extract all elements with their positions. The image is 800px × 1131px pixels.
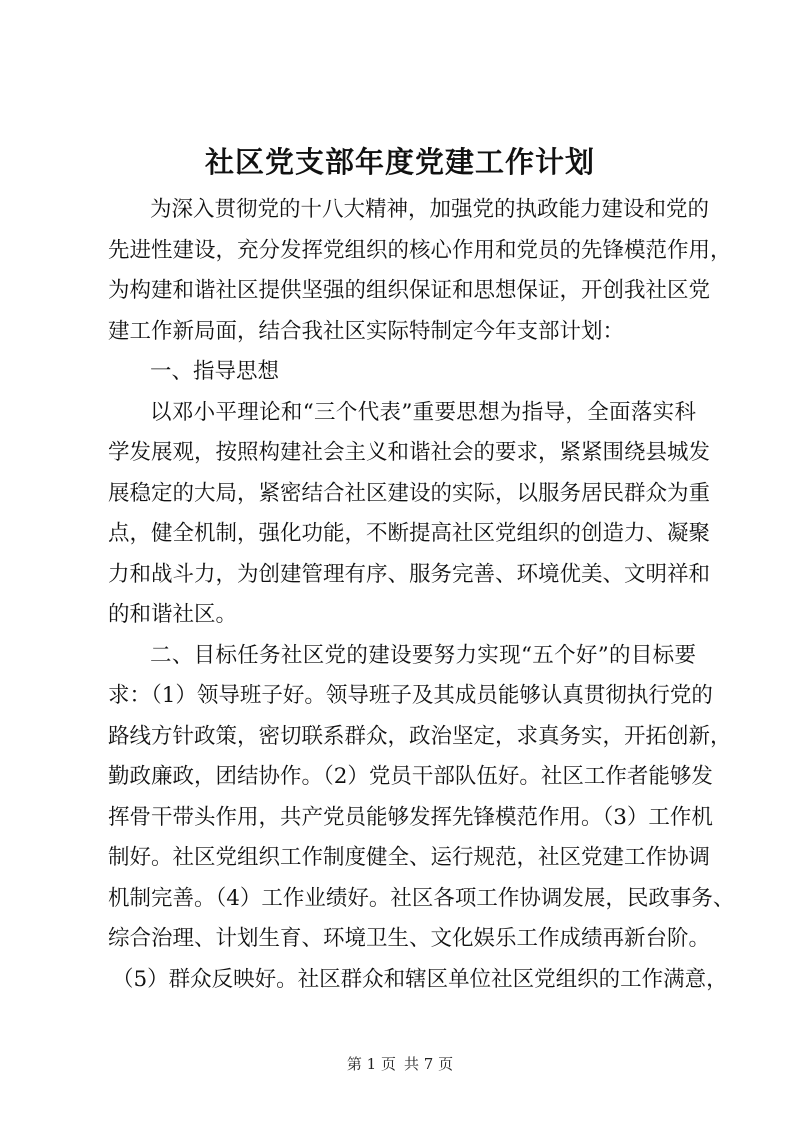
- section-heading: 一、指导思想: [150, 359, 280, 384]
- paragraph-line: 先进性建设，充分发挥党组织的核心作用和党员的先锋模范作用，: [108, 237, 732, 263]
- paragraph-line: 求：（1）领导班子好。领导班子及其成员能够认真贯彻执行党的: [108, 683, 713, 708]
- paragraph-line: 综合治理、计划生育、环境卫生、文化娱乐工作成绩再新台阶。: [108, 926, 711, 951]
- paragraph-line: 二、目标任务社区党的建设要努力实现“五个好”的目标要: [150, 642, 696, 668]
- paragraph-line: 以邓小平理论和“三个代表”重要思想为指导，全面落实科: [150, 399, 696, 425]
- page-footer: [0, 1054, 800, 1074]
- paragraph-line: 建工作新局面，结合我社区实际特制定今年支部计划：: [108, 318, 625, 344]
- paragraph-line: （5）群众反映好。社区群众和辖区单位社区党组织的工作满意，: [112, 966, 728, 992]
- paragraph-line: 路线方针政策，密切联系群众，政治坚定，求真务实，开拓创新，: [108, 723, 732, 749]
- paragraph-line: 学发展观，按照构建社会主义和谐社会的要求，紧紧围绕县城发: [108, 440, 711, 465]
- page-number: 第 1 页: [346, 1055, 396, 1073]
- paragraph-line: 挥骨干带头作用，共产党员能够发挥先锋模范作用。（3）工作机: [108, 804, 713, 830]
- paragraph-line: 勤政廉政，团结协作。（2）党员干部队伍好。社区工作者能够发: [108, 764, 713, 789]
- page-total: 共 7 页: [404, 1055, 454, 1073]
- paragraph-line: 展稳定的大局，紧密结合社区建设的实际，以服务居民群众为重: [108, 480, 711, 506]
- paragraph-line: 为深入贯彻党的十八大精神，加强党的执政能力建设和党的: [150, 197, 710, 222]
- paragraph-line: 的和谐社区。: [108, 602, 238, 627]
- paragraph-line: 力和战斗力，为创建管理有序、服务完善、环境优美、文明祥和: [108, 561, 711, 587]
- paragraph-line: 制好。社区党组织工作制度健全、运行规范，社区党建工作协调: [108, 845, 711, 870]
- paragraph-line: 机制完善。（4）工作业绩好。社区各项工作协调发展，民政事务、: [108, 885, 735, 911]
- paragraph-line: 点，健全机制，强化功能，不断提高社区党组织的创造力、凝聚: [108, 521, 711, 546]
- document-body: [108, 190, 735, 1000]
- paragraph-line: 为构建和谐社区提供坚强的组织保证和思想保证，开创我社区党: [108, 278, 711, 303]
- document-title: 社区党支部年度党建工作计划: [204, 145, 595, 179]
